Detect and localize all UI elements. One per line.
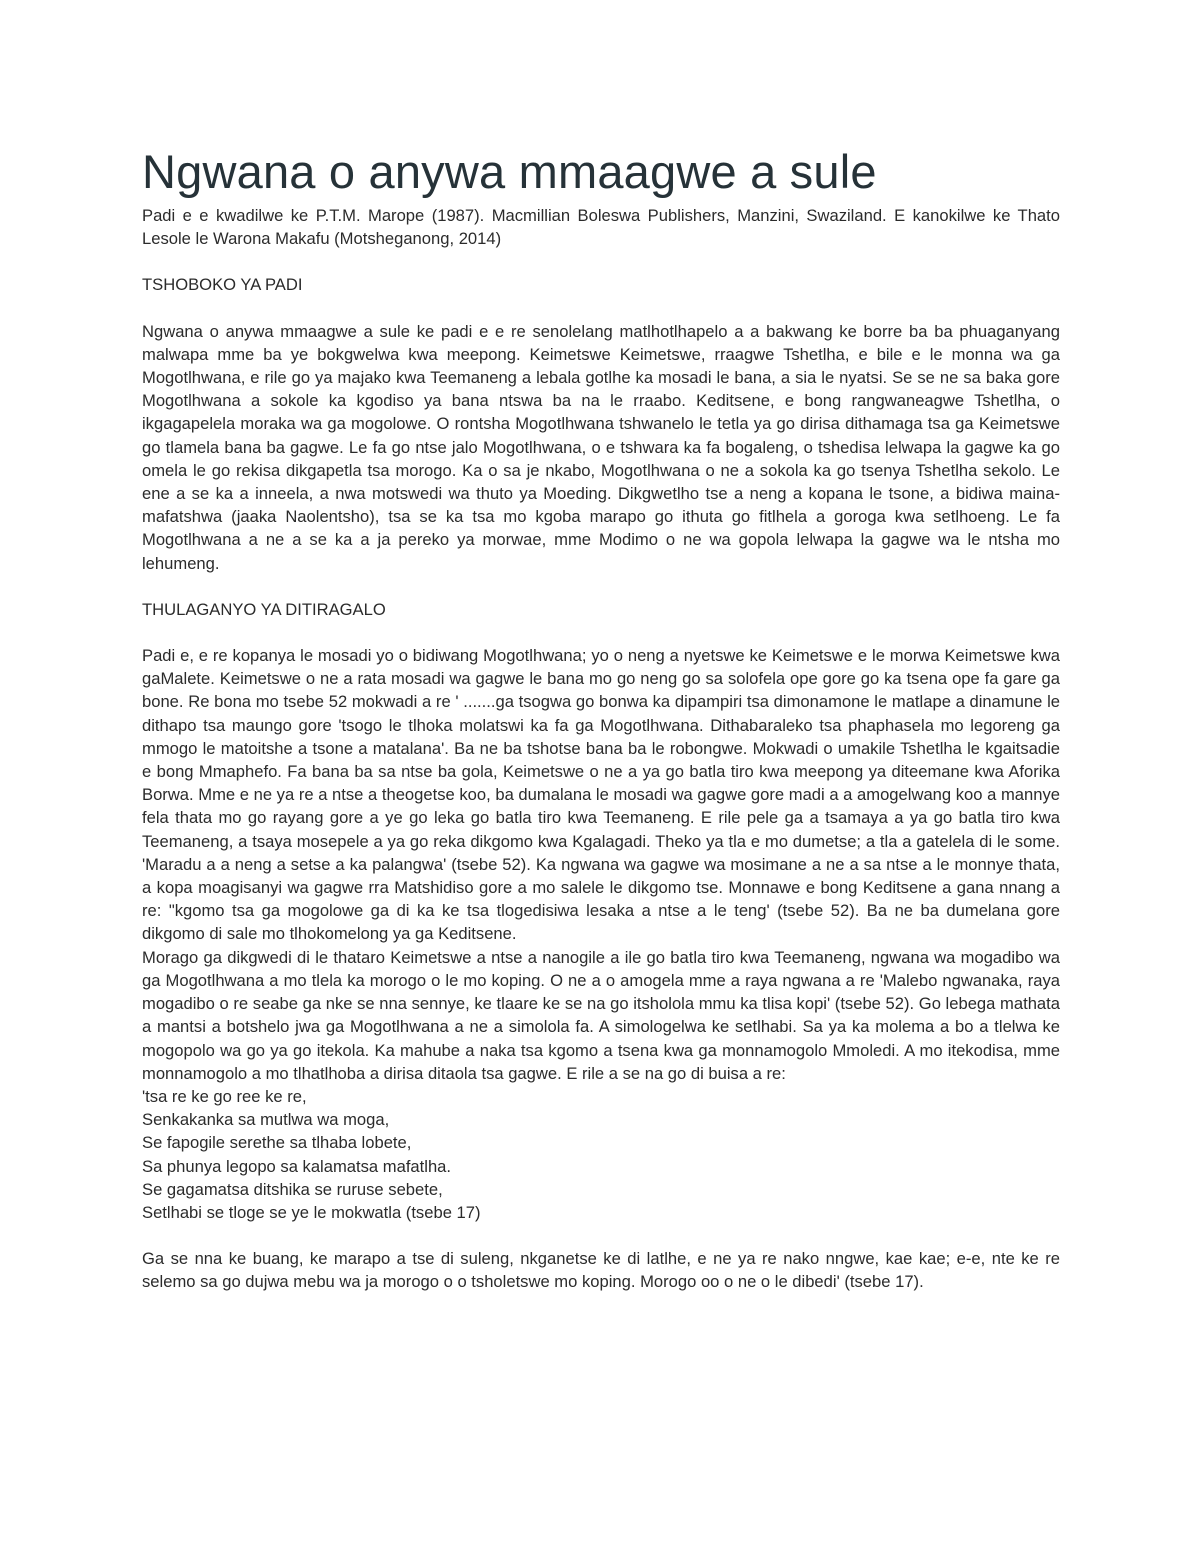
- events-paragraph-1: Padi e, e re kopanya le mosadi yo o bidiwang Mogotlhwana; yo o neng a nyetswe ke Keimetswe e le morwa Keimetswe kwa gaMalete. Keimetswe o ne a rata mosadi wa gagwe le bana mo go neng go sa solofela ope gore go ka tsena ope fa gare ga bone. Re bona mo tsebe 52 mokwadi a re ' .......ga tsogwa go bonwa ka dipampiri tsa dimonamone le matlape a dinamune le dithapo tsa maungo gore 'tsogo le tlhoka molatswi ka fa ga Mogotlhwana. Dithabaraleko tsa phaphasela mo legoreng ga mmogo le matoitshe a tsone a matalana'. Ba ne ba tshotse bana ba le robongwe. Mokwadi o umakile Tshetlha le kgaitsadie e bong Mmaphefo. Fa bana ba sa ntse ba gola, Keimetswe o ne a ya go batla tiro kwa meepong ya diteemane kwa Aforika Borwa. Mme e ne ya re a ntse a theogetse koo, ba dumalana le mosadi wa gagwe gore madi a a amogelwang koo a mannye fela thata mo go rayang gore a ye go leka go batla tiro kwa Teemaneng. E rile pele ga a tsamaya a ya go batla tiro kwa Teemaneng, a tsaya mosepele a ya go reka dikgomo kwa Kgalagadi. Theko ya tla e mo dumetse; a tla a gatelela di le some. 'Maradu a a neng a setse a ka palangwa' (tsebe 52). Ka ngwana wa gagwe wa mosimane a ne a sa ntse a le monnye thata, a kopa moagisanyi wa gagwe rra Matshidiso gore a mo salele le dikgomo tse. Monnawe e bong Keditsene a gana nnang a re: "kgomo tsa ga mogolowe ga di ka ke tsa tlogedisiwa lesaka a ntse a le teng' (tsebe 52). Ba ne ba dumelana gore dikgomo di sale mo tlhokomelong ya ga Keditsene.: [142, 646, 1060, 944]
- summary-paragraph: Ngwana o anywa mmaagwe a sule ke padi e e re senolelang matlhotlhapelo a a bakwang ke borre ba ba phuaganyang malwapa mme ba ye bokgwelwa kwa meepong. Keimetswe Keimetswe, rraagwe Tshetlha, e bile e le monna wa ga Mogotlhwana, e rile go ya majako kwa Teemaneng a lebala gotlhe ka mosadi le bana, a sia le nyatsi. Se se ne sa baka gore Mogotlhwana a sokole ka kgodiso ya bana ntswa ba na le rraabo. Keditsene, e bong rangwaneagwe Tshetlha, o ikgagapelela moraka wa ga mogolowe. O rontsha Mogotlhwana tshwanelo le tetla ya go dirisa dithamaga tsa ga Keimetswe go tlamela bana ba gagwe. Le fa go ntse jalo Mogotlhwana, o e tshwara ka fa bogaleng, o tshedisa lelwapa la gagwe ka go omela le go rekisa dikgapetla tsa morogo. Ka o sa je nkabo, Mogotlhwana o ne a sokola ka go tsenya Tshetlha sekolo. Le ene a se ka a inneela, a nwa motswedi wa thuto ya Moeding. Dikgwetlho tse a neng a kopana le tsone, a bidiwa maina-mafatshwa (jaaka Naolentsho), tsa se ka tsa mo kgoba marapo go ithuta go fitlhela a goroga kwa setlhoeng. Le fa Mogotlhwana a ne a se ka a ja pereko ya morwae, mme Modimo o ne wa gopola lelwapa la gagwe wa le ntsha mo lehumeng.: [142, 321, 1060, 573]
- section-heading-summary: TSHOBOKO YA PADI: [142, 275, 303, 295]
- poem-line: 'tsa re ke go ree ke re,: [142, 1086, 307, 1106]
- document-page: [142, 140, 1060, 1294]
- poem-line: Se gagamatsa ditshika se ruruse sebete,: [142, 1179, 443, 1199]
- events-paragraph-3: Ga se nna ke buang, ke marapo a tse di suleng, nkganetse ke di latlhe, e ne ya re nako nngwe, kae kae; e-e, nte ke re selemo sa go dujwa mebu wa ja morogo o o tsholetswe mo koping. Morogo oo o ne o le dibedi' (tsebe 17).: [142, 1249, 1060, 1292]
- poem: [142, 1085, 1060, 1224]
- poem-line: Senkakanka sa mutlwa wa moga,: [142, 1110, 390, 1130]
- section-heading-events: THULAGANYO YA DITIRAGALO: [142, 599, 386, 619]
- poem-line: Se fapogile serethe sa tlhaba lobete,: [142, 1133, 412, 1153]
- events-paragraph-2: Morago ga dikgwedi di le thataro Keimetswe a ntse a nanogile a ile go batla tiro kwa Teemaneng, ngwana wa mogadibo wa ga Mogotlhwana a mo tlela ka morogo o le mo koping. O ne a o amogela mme a raya ngwana a re 'Malebo ngwanaka, raya mogadibo o re seabe ga nke se nna sennye, ke tlaare ke se na go itsholola mmu ka tlisa kopi' (tsebe 52). Go lebega mathata a mantsi a botshelo jwa ga Mogotlhwana a ne a simolola fa. A simologelwa ke setlhabi. Sa ya ka molema a bo a tlelwa ke mogopolo wa go ya go itekola. Ka mahube a naka tsa kgomo a tsena kwa ga monnamogolo Mmoledi. A mo itekodisa, mme monnamogolo a mo tlhatlhoba a dirisa ditaola tsa gagwe. E rile a se na go di buisa a re:: [142, 947, 1060, 1083]
- publication-info: Padi e e kwadilwe ke P.T.M. Marope (1987). Macmillian Boleswa Publishers, Manzini, Swaziland. E kanokilwe ke Thato Lesole le Warona Makafu (Motsheganong, 2014): [142, 206, 1060, 249]
- poem-line: Setlhabi se tloge se ye le mokwatla (tsebe 17): [142, 1202, 481, 1222]
- document-title: Ngwana o anywa mmaagwe a sule: [142, 145, 877, 198]
- poem-line: Sa phunya legopo sa kalamatsa mafatlha.: [142, 1156, 452, 1176]
